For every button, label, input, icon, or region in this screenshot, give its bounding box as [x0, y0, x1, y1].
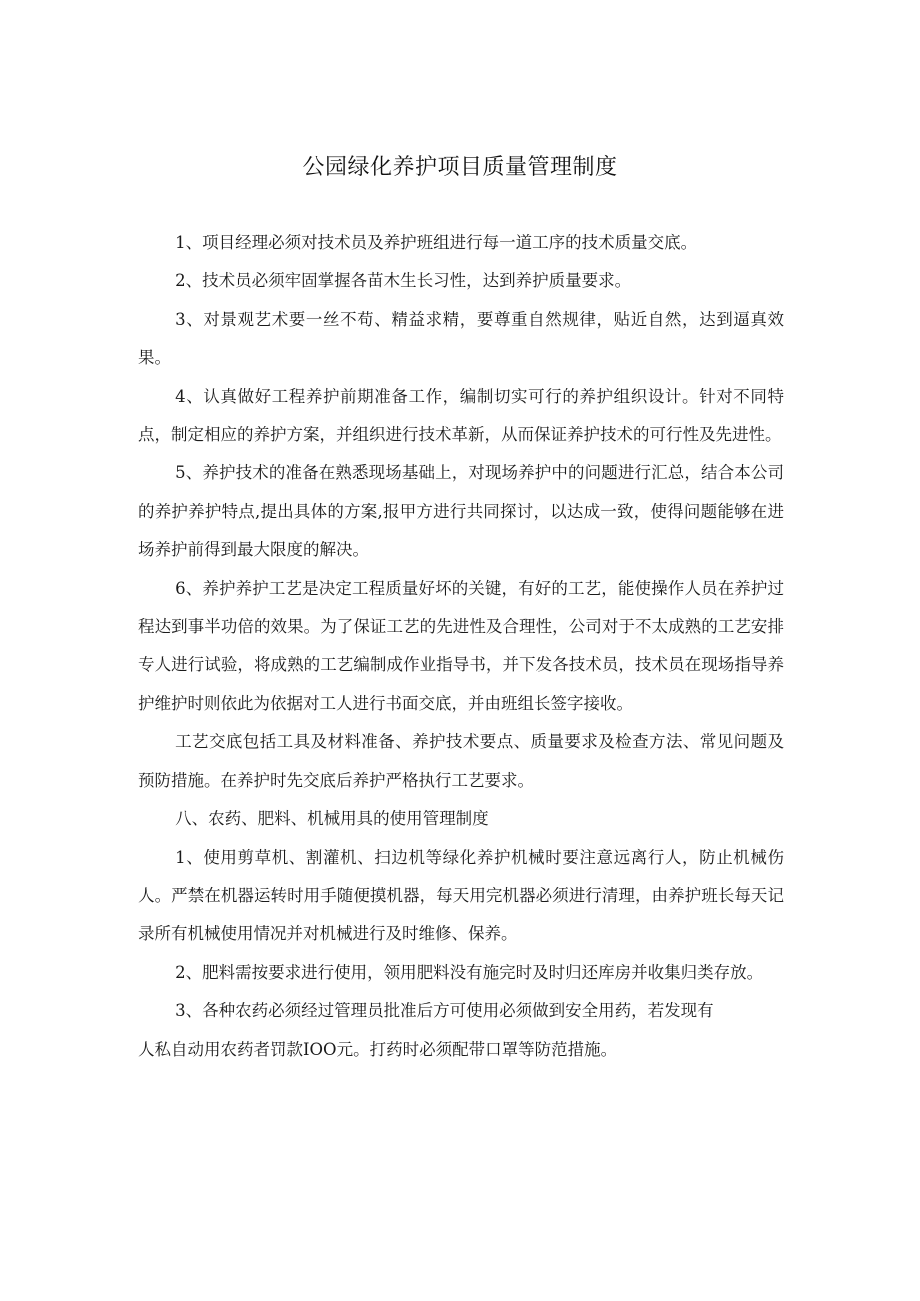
- paragraph-1: 1、项目经理必须对技术员及养护班组进行每一道工序的技术质量交底。: [175, 233, 698, 252]
- section-heading-pesticide-fertilizer: 八、农药、肥料、机械用具的使用管理制度: [175, 809, 489, 829]
- paragraph-pesticide-line-2: 人私自动用农药者罚款IOO元。打药时必须配带口罩等防范措施。: [138, 1039, 618, 1059]
- paragraph-3: 3、对景观艺术要一丝不苟、精益求精，要尊重自然规律，贴近自然，达到逼真效果。: [138, 309, 784, 368]
- paragraph-2: 2、技术员必须牢固掌握各苗木生长习性，达到养护质量要求。: [175, 271, 632, 291]
- paragraph-pesticide-line-1: 3、各种农药必须经过管理员批准后方可使用必须做到安全用药，若发现有: [175, 1001, 714, 1021]
- paragraph-pesticide: [138, 992, 784, 1069]
- paragraph-6: 6、养护养护工艺是决定工程质量好坏的关键，有好的工艺，能使操作人员在养护过程达到事半功倍的效果。为了保证工艺的先进性及合理性，公司对于不太成熟的工艺安排专人进行试验，将成熟的工艺编制成作业指导书，并下发各技术员，技术员在现场指导养护维护时则依此为依据对工人进行书面交底，并由班组长签字接收。: [138, 578, 784, 713]
- paragraph-machinery: 1、使用剪草机、割灌机、扫边机等绿化养护机械时要注意远离行人，防止机械伤人。严禁在机器运转时用手随便摸机器，每天用完机器必须进行清理，由养护班长每天记录所有机械使用情况并对机械进行及时维修、保养。: [138, 847, 784, 944]
- paragraph-fertilizer: 2、肥料需按要求进行使用，领用肥料没有施完时及时归还库房并收集归类存放。: [175, 962, 764, 982]
- document-body: [138, 224, 784, 1069]
- paragraph-process-briefing: 工艺交底包括工具及材料准备、养护技术要点、质量要求及检查方法、常见问题及预防措施。在养护时先交底后养护严格执行工艺要求。: [138, 732, 784, 790]
- paragraph-4: 4、认真做好工程养护前期准备工作，编制切实可行的养护组织设计。针对不同特点，制定相应的养护方案，并组织进行技术革新，从而保证养护技术的可行性及先进性。: [138, 386, 784, 445]
- paragraph-5: 5、养护技术的准备在熟悉现场基础上，对现场养护中的问题进行汇总，结合本公司的养护养护特点,提出具体的方案,报甲方进行共同探讨，以达成一致，使得问题能够在进场养护前得到最大限度的解决。: [138, 463, 784, 560]
- document-title: 公园绿化养护项目质量管理制度: [302, 155, 618, 180]
